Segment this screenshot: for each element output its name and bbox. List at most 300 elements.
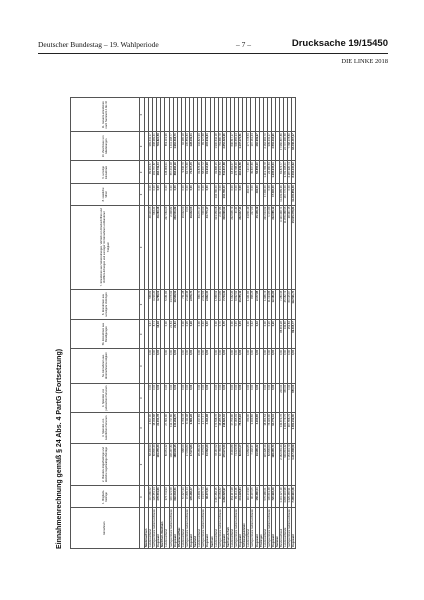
document-number — [292, 38, 388, 49]
table-cell: 15.025.378,81 — [292, 205, 296, 289]
table-cell: 7.283,35 — [280, 289, 284, 319]
table-cell: 0,00 — [157, 184, 161, 205]
column-header: 8. staatliche Mittel — [71, 184, 140, 205]
table-cell: 89.991,57 — [149, 161, 153, 184]
table-cell: 542.617,68 — [222, 161, 226, 184]
table-cell: 4.247.308,59 — [292, 443, 296, 486]
table-cell: 4.187.920,74 — [288, 161, 292, 184]
table-cell: 753.680,78 — [218, 132, 222, 161]
rotated-table-area — [56, 85, 368, 555]
table-cell: 1.235.945,31 — [271, 161, 275, 184]
table-cell: 408.383,41 — [153, 132, 157, 161]
table-cell: 33.876,26 — [198, 161, 202, 184]
table-cell: 0,00 — [202, 184, 206, 205]
table-cell: 294.949,56 — [239, 161, 243, 184]
table-cell: 0,42 — [251, 320, 255, 349]
table-cell: 683.983,29 — [173, 161, 177, 184]
table-cell: 88.919,28 — [280, 320, 284, 349]
table-cell: 134.780,00 — [214, 184, 218, 205]
table-cell: 0,00 — [288, 348, 292, 383]
table-cell: 2.177,17 — [202, 413, 206, 443]
row-label: Sachsen — [210, 508, 214, 549]
table-cell: 0,00 — [206, 383, 210, 412]
table-cell: 557.014,18 — [169, 161, 173, 184]
table-cell: 217,00 — [251, 205, 255, 289]
table-cell: 0,00 — [165, 184, 169, 205]
table-cell: 8.033.240,62 — [292, 161, 296, 184]
table-cell: 19.985,32 — [255, 443, 259, 486]
table-cell: 107.161,44 — [251, 132, 255, 161]
table-cell: 0,00 — [247, 348, 251, 383]
table-cell: 21,64 — [169, 320, 173, 349]
table-cell: 57.427,33 — [181, 486, 185, 508]
table-cell: 0,45 — [239, 320, 243, 349]
table-cell: 0,00 — [239, 383, 243, 412]
table-cell: 34.562,23 — [206, 443, 210, 486]
table-cell: 283.749,44 — [157, 161, 161, 184]
table-cell: 1.162,20 — [230, 289, 234, 319]
table-cell: 83.127,68 — [202, 132, 206, 161]
column-header: 7. Einnahmen aus Veranstaltungen, Vertrieb von Druckschriften und Veröffent-lichungen und sonstiger mit Einnahmen verbundener Tätigkeit — [71, 205, 140, 289]
table-cell: 17.090,00 — [271, 184, 275, 205]
table-cell: 21,64 — [173, 320, 177, 349]
currency-cell: € — [140, 320, 145, 349]
table-cell: 237.063,00 — [165, 205, 169, 289]
table-cell: 0,00 — [271, 383, 275, 412]
table-cell: 0,00 — [165, 383, 169, 412]
table-cell: 0,00 — [218, 383, 222, 412]
table-cell: 0,00 — [149, 383, 153, 412]
table-cell: 0,00 — [235, 184, 239, 205]
table-cell: 89.315,77 — [292, 320, 296, 349]
row-label: Insgesamt — [157, 508, 161, 549]
column-header: 5a. Einnahmen aus Unternehmens-tätigkeit — [71, 348, 140, 383]
table-cell: 11.876.488,95 — [284, 205, 288, 289]
table-cell: 24.403,77 — [198, 486, 202, 508]
column-header: 5b. Einnahmen aus Beteiligungen — [71, 320, 140, 349]
table-cell: 0,00 — [267, 383, 271, 412]
table-cell: 492,00 — [247, 184, 251, 205]
table-title: Einnahmenrechnung gemäß § 24 Abs. 4 PartG (Fortsetzung) — [56, 348, 63, 549]
table-cell: 3.781.445,11 — [284, 161, 288, 184]
table-cell: 2.832,34 — [206, 289, 210, 319]
table-cell: 441.229,84 — [239, 486, 243, 508]
row-label: Bundesverband — [280, 508, 284, 549]
table-cell: 1.429.465,91 — [288, 486, 292, 508]
table-cell: 60.125,67 — [288, 289, 292, 319]
table-cell: 0,00 — [198, 320, 202, 349]
table-cell: 18.336,88 — [153, 413, 157, 443]
table-cell: 0,00 — [165, 320, 169, 349]
table-cell: 43.771,17 — [206, 205, 210, 289]
table-cell: 0,00 — [169, 383, 173, 412]
table-cell: 188.939,25 — [173, 443, 177, 486]
table-cell: 1.568,52 — [214, 289, 218, 319]
table-cell: 140.299,70 — [173, 413, 177, 443]
table-cell: 38.374,51 — [206, 486, 210, 508]
table-cell: 508.931,53 — [218, 161, 222, 184]
row-label: Landesverband — [230, 508, 234, 549]
table-cell: 7.743,32 — [222, 289, 226, 319]
table-cell: 0,00 — [202, 348, 206, 383]
table-cell: 630.517,17 — [230, 132, 234, 161]
table-cell: 177.778,53 — [247, 132, 251, 161]
table-cell: 22.160,53 — [267, 161, 271, 184]
table-cell: 28.441,15 — [288, 205, 292, 289]
table-cell: 383.441,17 — [149, 132, 153, 161]
table-cell: 232.905,73 — [230, 205, 234, 289]
table-cell: 43.271,17 — [198, 205, 202, 289]
table-cell: 0,00 — [263, 348, 267, 383]
table-cell: 0,00 — [206, 348, 210, 383]
table-cell: 58.409,93 — [149, 443, 153, 486]
row-label: Niedersachsen — [145, 508, 149, 549]
table-cell: 7.217,60 — [247, 161, 251, 184]
table-cell: 836,25 — [251, 289, 255, 319]
table-cell: 228.239,01 — [190, 132, 194, 161]
table-cell: 3.769,78 — [181, 413, 185, 443]
table-cell: 0,00 — [239, 184, 243, 205]
row-label: Thüringen — [259, 508, 263, 549]
table-cell: 0,00 — [190, 348, 194, 383]
table-cell: 126.969,11 — [165, 161, 169, 184]
table-cell: 215.949,61 — [206, 132, 210, 161]
table-cell: 3,70 — [218, 320, 222, 349]
header-row — [71, 98, 140, 549]
row-label: Insgesamt — [206, 508, 210, 549]
table-cell: 2.128,46 — [185, 289, 189, 319]
row-label: Rheinland-Pfalz — [177, 508, 181, 549]
table-body — [145, 98, 296, 549]
row-label: nachgeordnete Gebietsverbände — [235, 509, 239, 547]
table-cell: 49.637,60 — [251, 161, 255, 184]
table-cell: 80.651,42 — [165, 443, 169, 486]
table-cell: 0,00 — [255, 348, 259, 383]
total-row — [292, 98, 296, 549]
table-cell: 0,20 — [267, 320, 271, 349]
table-cell: 692.033,51 — [173, 486, 177, 508]
row-label: Landesverband — [263, 508, 267, 549]
table-cell: 1.009.779,75 — [284, 413, 288, 443]
table-cell: 0,00 — [230, 348, 234, 383]
table-cell: 63.874,77 — [280, 161, 284, 184]
table-cell: 968,00 — [181, 443, 185, 486]
table-cell: 0,26 — [190, 320, 194, 349]
table-cell: 48.285,58 — [218, 413, 222, 443]
table-cell: 47.839,14 — [185, 486, 189, 508]
row-label: nachgeordnete Gebietsverbände — [288, 509, 292, 547]
table-cell: 0,00 — [173, 184, 177, 205]
table-cell: 239.501,82 — [173, 205, 177, 289]
table-cell: 1.346,74 — [263, 289, 267, 319]
page-header — [38, 38, 388, 52]
row-label: Insgesamt — [173, 508, 177, 549]
table-cell: 58.037,72 — [202, 161, 206, 184]
table-cell: 492,00 — [255, 184, 259, 205]
table-cell: 316.896,92 — [222, 205, 226, 289]
table-cell: 6.111,48 — [185, 413, 189, 443]
table-cell: 0,00 — [169, 184, 173, 205]
table-cell: 0,00 — [218, 184, 222, 205]
table-cell: 13.970,74 — [202, 486, 206, 508]
row-label: Saarland — [194, 508, 198, 549]
row-label: nachgeordnete Gebietsverbände — [153, 509, 157, 547]
table-cell: 8,71 — [153, 320, 157, 349]
table-cell: 0,00 — [206, 184, 210, 205]
row-label: Summen — [276, 508, 280, 549]
table-cell: 0,00 — [149, 184, 153, 205]
table-cell: 314.459,08 — [214, 205, 218, 289]
table-cell: 0,00 — [165, 348, 169, 383]
table-cell: 95.063,82 — [218, 486, 222, 508]
table-cell: 0,00 — [153, 383, 157, 412]
table-cell: 4.494,98 — [206, 413, 210, 443]
table-cell: 17.003,83 — [185, 443, 189, 486]
table-cell: 0,00 — [214, 383, 218, 412]
table-cell: 575.380,01 — [263, 486, 267, 508]
table-cell: 780,00 — [247, 413, 251, 443]
table-cell: 0,00 — [181, 320, 185, 349]
table-cell: 44.891,49 — [247, 205, 251, 289]
table-cell: 132.821,93 — [198, 132, 202, 161]
document-prefix: Drucksache 19/ — [291, 38, 362, 49]
table-cell: 3.160,65 — [251, 413, 255, 443]
table-cell: 0,00 — [222, 383, 226, 412]
table-cell: 0,00 — [198, 184, 202, 205]
table-cell: 0,00 — [288, 184, 292, 205]
row-label: Landesverband — [149, 508, 153, 549]
table-cell: 92.385,18 — [181, 132, 185, 161]
table-cell: 0,00 — [198, 348, 202, 383]
table-cell: 791.824,58 — [157, 132, 161, 161]
table-cell: 0,00 — [185, 383, 189, 412]
row-label: Insgesamt — [255, 508, 259, 549]
table-cell: 78.187,52 — [214, 443, 218, 486]
table-cell: 41,41 — [235, 205, 239, 289]
currency-cell: € — [140, 486, 145, 508]
row-label: Nordrhein-Westfalen — [161, 508, 165, 549]
table-cell: 170.538,76 — [214, 413, 218, 443]
table-cell: 1.154.413,73 — [288, 443, 292, 486]
table-cell: 91.913,98 — [206, 161, 210, 184]
table-cell: 0,42 — [255, 320, 259, 349]
table-cell: 27.561,90 — [165, 413, 169, 443]
table-cell: 252,84 — [288, 320, 292, 349]
table-cell: 1.111.198,77 — [169, 132, 173, 161]
table-cell: 0,00 — [292, 348, 296, 383]
table-cell: 170.971,03 — [222, 443, 226, 486]
currency-cell: € — [140, 184, 145, 205]
table-cell: 0,00 — [173, 348, 177, 383]
table-cell: 9.092,92 — [235, 289, 239, 319]
table-cell: 0,45 — [235, 320, 239, 349]
table-cell: 21.154,78 — [157, 413, 161, 443]
table-cell: 12.481,60 — [271, 289, 275, 319]
table-cell: 2.162.992,73 — [263, 132, 267, 161]
table-cell: 56.855,20 — [255, 161, 259, 184]
currency-cell: € — [140, 289, 145, 319]
table-cell: 7.465.910,08 — [292, 486, 296, 508]
table-cell: 907.558,79 — [288, 413, 292, 443]
table-cell: 650,00 — [292, 383, 296, 412]
table-cell: 9.881,26 — [190, 413, 194, 443]
table-cell: 3.940,65 — [255, 413, 259, 443]
table-cell: 3.219,20 — [153, 289, 157, 319]
table-cell: 221.513,52 — [263, 205, 267, 289]
table-cell: 17.971,83 — [190, 443, 194, 486]
table-cell: 2.317,81 — [198, 413, 202, 443]
table-cell: 17.960.897,86 — [280, 132, 284, 161]
table-cell: 218.824,34 — [222, 413, 226, 443]
table-cell: 143.873,76 — [280, 413, 284, 443]
table-cell: 18,18 — [157, 320, 161, 349]
table-cell: 0,00 — [230, 184, 234, 205]
table-cell: 0,00 — [222, 348, 226, 383]
currency-cell: € — [140, 443, 145, 486]
table-cell: 0,00 — [247, 383, 251, 412]
page-number: – 7 – — [236, 40, 251, 49]
row-label: nachgeordnete Gebietsverbände — [185, 509, 189, 547]
column-header: 11. Gesamt-einnahmen nach Nummern 1 bis 10 — [71, 98, 140, 132]
row-label: Landesverband — [247, 508, 251, 549]
currency-cell: € — [140, 132, 145, 161]
row-label: Insgesamt — [292, 508, 296, 549]
table-cell: 0,00 — [185, 348, 189, 383]
parliament-label: Deutscher Bundestag – 19. Wahlperiode — [38, 40, 159, 49]
column-header: 1. Mitglieds-beiträge — [71, 486, 140, 508]
table-cell: 0,00 — [181, 383, 185, 412]
table-cell: 156.380,04 — [255, 486, 259, 508]
table-cell: 18.451,54 — [263, 413, 267, 443]
table-cell: 2.817,90 — [149, 413, 153, 443]
table-cell: 0,00 — [263, 320, 267, 349]
column-header: 4. Spenden von juristischen Personen — [71, 383, 140, 412]
table-cell: 129.451,14 — [153, 486, 157, 508]
table-cell: 22.707.390,58 — [284, 132, 288, 161]
table-cell: 6.279,01 — [202, 443, 206, 486]
table-cell: 0,00 — [181, 184, 185, 205]
table-cell: 930.813,42 — [284, 443, 288, 486]
table-cell: 145.613,48 — [267, 486, 271, 508]
row-label: Insgesamt — [190, 508, 194, 549]
table-cell: 49.283,26 — [157, 205, 161, 289]
table-cell: 0,00 — [230, 320, 234, 349]
table-cell: 115.426,14 — [263, 443, 267, 486]
row-label: Landesverband — [198, 508, 202, 549]
row-label: nachgeordnete Gebietsverbände — [202, 509, 206, 547]
table-cell: 17.750,90 — [230, 413, 234, 443]
table-cell: 198.265,74 — [271, 443, 275, 486]
table-cell: 2.177,85 — [255, 289, 259, 319]
table-cell: 19.932,00 — [181, 205, 185, 289]
table-cell: 46.207,05 — [251, 486, 255, 508]
table-cell: 45.108,49 — [255, 205, 259, 289]
table-cell: 0,00 — [214, 348, 218, 383]
table-cell: 2.162,64 — [202, 289, 206, 319]
currency-cell: € — [140, 413, 145, 443]
table-cell: 222.685,12 — [271, 205, 275, 289]
table-cell: 89.112,46 — [235, 486, 239, 508]
table-cell: 853.119,96 — [165, 132, 169, 161]
table-cell: 147.080,52 — [149, 486, 153, 508]
table-cell: 0,00 — [251, 383, 255, 412]
table-cell: 669,70 — [198, 289, 202, 319]
row-label: nachgeordnete Gebietsverbände — [251, 509, 255, 547]
table-cell: 0,00 — [185, 205, 189, 289]
table-cell: 9.536,79 — [181, 161, 185, 184]
table-cell: 3,70 — [222, 320, 226, 349]
table-cell: 2.437,84 — [218, 205, 222, 289]
table-cell: 0,00 — [214, 320, 218, 349]
table-cell: 2.061.212,30 — [292, 413, 296, 443]
table-cell: 82.644,47 — [239, 443, 243, 486]
currency-cell: € — [140, 161, 145, 184]
table-cell: 964,21 — [153, 205, 157, 289]
table-cell: 0,00 — [267, 348, 271, 383]
table-cell: 4.895.316,98 — [284, 486, 288, 508]
table-cell: 0,00 — [169, 348, 173, 383]
table-cell: 19.538,52 — [173, 289, 177, 319]
table-cell: 10.255,12 — [239, 289, 243, 319]
table-cell: 0,00 — [263, 383, 267, 412]
table-cell: 0,00 — [239, 348, 243, 383]
currency-cell: € — [140, 98, 145, 132]
table-cell: 110.172,99 — [247, 486, 251, 508]
table-cell: 0,00 — [173, 383, 177, 412]
table-cell: 76.320,90 — [267, 413, 271, 443]
table-cell: 2.654.322,96 — [222, 132, 226, 161]
table-cell: 0,00 — [218, 348, 222, 383]
table-cell: 232.947,14 — [239, 205, 243, 289]
table-cell: 11.400.859,36 — [292, 184, 296, 205]
currency-cell: € — [140, 348, 145, 383]
currency-cell: € — [140, 383, 145, 412]
table-cell: 0,26 — [185, 320, 189, 349]
table-cell: 14.376,92 — [169, 289, 173, 319]
table-cell: 33.686,15 — [214, 161, 218, 184]
row-label: Schleswig-Holstein — [243, 508, 247, 549]
row-label: Sachsen-Anhalt — [226, 508, 230, 549]
table-cell: 17.090,00 — [263, 184, 267, 205]
table-cell: 276.788,49 — [235, 161, 239, 184]
table-cell: 0,00 — [185, 184, 189, 205]
table-cell: 751,28 — [181, 289, 185, 319]
row-label: Landesverband — [165, 508, 169, 549]
table-cell: 0,00 — [271, 348, 275, 383]
table-cell: 0,00 — [157, 348, 161, 383]
table-cell: 9,47 — [149, 320, 153, 349]
table-cell: 8.419,89 — [230, 443, 234, 486]
table-cell: 0,00 — [153, 184, 157, 205]
table-cell: 1.341,60 — [247, 289, 251, 319]
table-cell: 0,00 — [181, 348, 185, 383]
table-cell: 134.780,00 — [222, 184, 226, 205]
table-cell: 0,00 — [190, 383, 194, 412]
table-cell: 11.134,86 — [267, 289, 271, 319]
table-cell: 0,00 — [255, 383, 259, 412]
column-header: 2. Mandats-trägerbeiträge und ähnliche regelmäßige Beiträge — [71, 443, 140, 486]
table-cell: 1.900.642,18 — [214, 132, 218, 161]
table-cell: 0,40 — [206, 320, 210, 349]
table-cell: 450,00 — [284, 383, 288, 412]
document-suffix: 15450 — [361, 38, 388, 49]
table-cell: 82.839,60 — [267, 443, 271, 486]
table-cell — [292, 98, 296, 132]
table-cell: 108.287,83 — [169, 443, 173, 486]
table-cell: 200,00 — [280, 383, 284, 412]
table-cell: 500,00 — [202, 205, 206, 289]
column-header: 9. sonstige Einnahmen — [71, 161, 140, 184]
